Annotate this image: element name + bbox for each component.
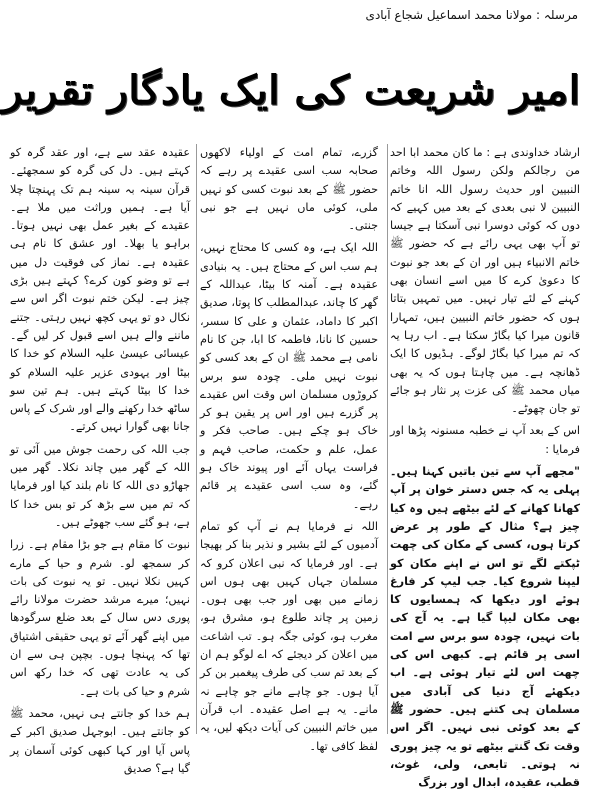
article-column-left — [10, 144, 190, 775]
column-divider — [196, 144, 197, 734]
column-divider — [387, 144, 388, 734]
paragraph: "مجھے آپ سے تین باتیں کہنا ہیں۔ پہلی یہ کہ جس دستر خوان پر آپ کھانا کھانے کے لئے بیٹھے ہیں وہ کیا چیز ہے؟ مثال کے طور پر عرض کرتا ہوں، کسی کے مکان کی چھت ٹپکتے لگے تو اس نے اپنے مکان کو لیپنا شروع کیا۔ جب لیپ کر فارغ ہوئے اور دیکھا کہ ہمسایوں کا بھی مکان لیپا گیا ہے۔ یہ آج کی بات نہیں، چودہ سو برس سے امت اسی پر قائم ہے۔ کبھی اس کی چھت اس لئے تیار ہوئی ہے۔ اب دیکھئے آج دنیا کی آبادی میں مسلمان ہی کتنے ہیں۔ حضور ﷺ کے بعد کوئی نبی نہیں۔ اگر اس وقت تک گنتے بیٹھے تو یہ چیز پوری نہ ہوتی۔ تابعی، ولی، غوث، قطب، عقیدہ، ابدال اور بزرگ — [390, 465, 580, 790]
paragraph: گزرے، تمام امت کے اولیاء لاکھوں صحابہ سب اسی عقیدے پر رہے کہ حضور ﷺ کے بعد نبوت کسی کو نہیں ملی، کوئی ماں نہیں ہے جو نبی جنتی۔ — [200, 146, 378, 233]
article-column-right — [390, 144, 580, 790]
byline: مرسلہ : مولانا محمد اسماعیل شجاع آبادی — [365, 8, 578, 22]
paragraph: نبوت کا مقام ہے جو بڑا مقام ہے۔ زرا کر سمجھ لو۔ شرم و حیا کے مارے کہیں نکلا نہیں۔ تو یہ نبوت کی بات نہیں؛ میرے مرشد حضرت مولانا رائے پوری دس سال کے بعد ضلع سرگودھا میں اپنے گھر آئے تو یہی حقیقی اشتیاق تھا کہ پہنچا ہوں۔ بچپن ہی سے ان کی یہ عادت تھی کہ خدا رکھ اس شرم و حیا کی بات ہے۔ — [10, 538, 190, 698]
paragraph: اللہ نے فرمایا ہم نے آپ کو تمام آدمیوں کے لئے بشیر و نذیر بنا کر بھیجا ہے۔ اور فرمایا کہ نبی اعلان کرو کہ مسلمان جہاں کہیں بھی ہوں اس زمانے میں بھی اور جب بھی ہوں۔ زمین پر چاند طلوع ہو، مشرق ہو، مغرب ہو، کوئی جگہ ہو۔ تب اشاعت میں اعلان کر دیجئے کہ اے لوگو ہم ان کے بعد تم سب کی طرف پیغمبر بن کر آیا ہوں۔ جو چاہے مانے جو چاہے نہ مانے۔ یہ ہے اصل عقیدہ۔ اب قرآن میں خاتم النبیین کی آیات دیکھ لیں، یہ لفظ کافی تھا۔ — [200, 519, 378, 753]
paragraph: عقیدہ عقد سے ہے، اور عقد گرہ کو کہتے ہیں۔ دل کی گرہ کو سمجھئے۔ قرآن سینہ بہ سینہ ہم تک پہنچتا چلا آیا ہے۔ ہمیں وراثت میں ملا ہے۔ عقیدے کے بغیر عمل بھی نہیں ہوتا۔ براہو یا بھلا۔ اور عشق کا نام ہی عقیدہ ہے۔ نماز کی فوقیت دل میں ہے تو وضو کون کرے؟ کہتے ہیں بڑی چیز ہے۔ لیکن ختم نبوت اگر اس سے نکال دو تو یہی کچھ نہیں رہتی۔ جتنے ماننے والے ہیں اسے قبول کر لیں گے۔ عیسائی عیسیٰ علیہ السلام کو خدا کا بیٹا اور یہودی عزیر علیہ السلام کو خدا کا بیٹا کہتے ہیں۔ ہم تین سو ساٹھ خدا رکھنے والے اور شرک کے پاس جانا بھی گوارا نہیں کرتے۔ — [10, 146, 190, 434]
paragraph: اس کے بعد آپ نے خطبہ مسنونہ پڑھا اور فرمایا : — [390, 424, 580, 456]
paragraph: اللہ ایک ہے، وہ کسی کا محتاج نہیں، ہم سب اس کے محتاج ہیں۔ یہ بنیادی عقیدہ ہے۔ آمنہ کا بیٹا، عبداللہ کے گھر کا چاند، عبدالمطلب کا پوتا، صدیق اکبر کا داماد، عثمان و علی کا سسر، حسین کا نانا، فاطمہ کا ابا، جن کا نام نامی ہے محمد ﷺ ان کے بعد کسی کو نبوت نہیں ملی۔ چودہ سو برس کروڑوں مسلمان اس وقت اس عقیدے پر گزرے ہیں اور اس پر یقین ہو کر خاک ہو چکے ہیں۔ صاحب فکر و عمل، علم و حکمت، صاحب فہم و فراست یہاں آئے اور پیوند خاک ہو گئے، وہ سب اسی عقیدے پر قائم رہے۔ — [199, 241, 378, 511]
headline-container — [2, 58, 580, 122]
paragraph: ارشاد خداوندی ہے : ما کان محمد ابا احد من رجالکم ولکن رسول اللہ وخاتم النبیین اور حدیث رسول اللہ انا خاتم النبیین لا نبی بعدی کے بعد میں کہیے کہ دوں کہ کوئی دوسرا نبی آسکتا ہے جیسا تو آپ بھی یہی رائے ہے کہ حضور ﷺ خاتم الانبیاء ہیں اور ان کے بعد جو نبوت کا دعویٰ کرے کا میں اسے انسان بھی کہنے کے لئے تیار نہیں۔ میں تمہیں بتاتا ہوں کہ حضور خاتم النبیین ہیں، تمہارا قانون میرا کیا بگاڑ سکتا ہے۔ اب رہا یہ کہ تم میرا کیا بگاڑ لوگے۔ ہڈیوں کا ایک ڈھانچہ ہے۔ میں چاہتا ہوں کہ یہ بھی میاں محمد ﷺ کی عزت پر نثار ہو جائے تو جان چھوٹے۔ — [390, 146, 580, 416]
article-column-middle — [199, 144, 378, 753]
paragraph: ہم خدا کو جانتے ہی نہیں، محمد ﷺ کو جانتے ہیں۔ ابوجہل صدیق اکبر کے پاس آیا اور کہا کبھی کوئی آسمان پر گیا ہے؟ صدیق — [10, 706, 190, 775]
headline-title: امیر شریعت کی ایک یادگار تقریر — [2, 66, 580, 114]
paragraph: جب اللہ کی رحمت جوش میں آئی تو اللہ کے گھر میں چاند نکلا۔ گھر میں جھاڑو دی اللہ کا نام بلند کیا اور فرمایا کہ تم میں سے بڑھ کر تو بس خدا کا ہے، ہو گئے سب جھوٹے ہیں۔ — [10, 442, 190, 529]
